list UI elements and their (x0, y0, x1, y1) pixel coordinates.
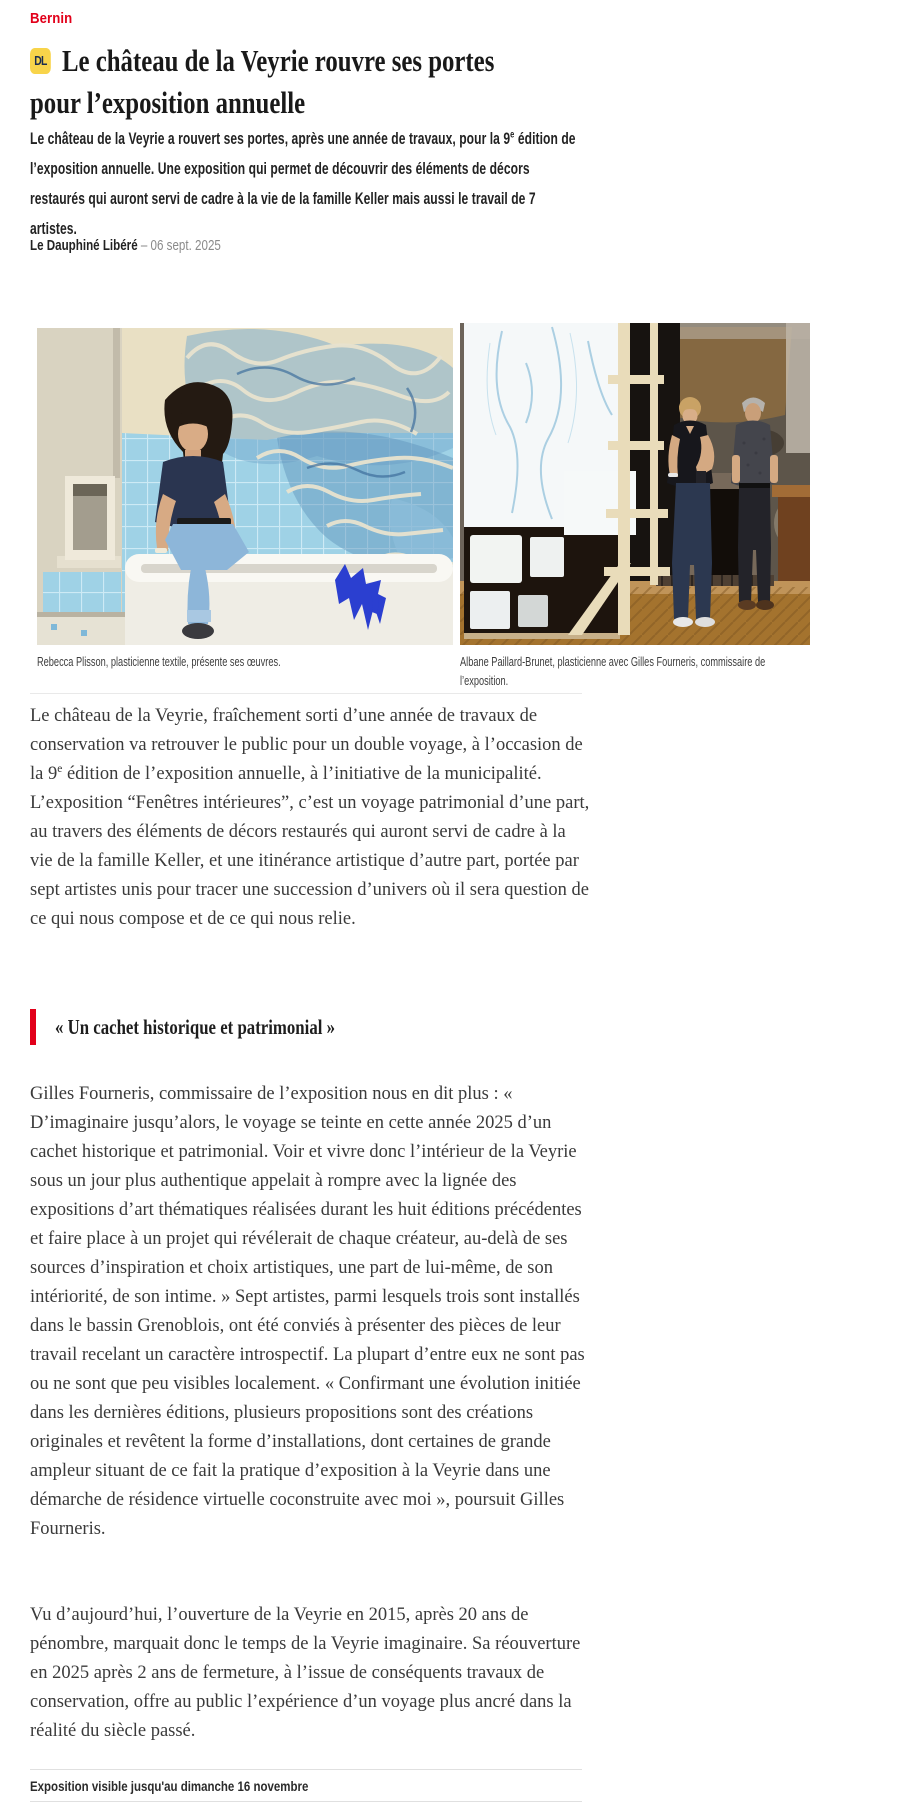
byline (30, 238, 221, 254)
exhibition-info-bar (30, 1769, 582, 1802)
kicker-commune: Bernin (30, 10, 73, 27)
figure-2-caption: Albane Paillard-Brunet, plasticienne avec Gilles Fourneris, commissaire de l’exposition. (460, 654, 766, 688)
lede-part2: édition de l’exposition annuelle. Une exposition qui permet de découvrir des éléments de décors restaurés qui auront servi de cadre à la vie de la famille Keller mais aussi le travail de 7 artistes. (30, 129, 576, 238)
headline-line1 (30, 42, 494, 80)
p1-part2: édition de l’exposition annuelle, à l’initiative de la municipalité. L’exposition “Fenêtres intérieures”, c’est un voyage patrimonial d’une part, au travers des éléments de décors restaurés qui auront servi de cadre à la vie de la famille Keller, et une itinérance artistique d’autre part, portée par sept artistes unis pour tracer une succession d’univers où il sera question de ce qui nous compose et de ce qui nous relie. (30, 764, 590, 929)
lede-superscript: e (510, 128, 515, 141)
p1-superscript: e (57, 762, 63, 775)
figure-1-caption: Rebecca Plisson, plasticienne textile, présente ses œuvres. (37, 654, 281, 669)
photo-1-illustration (37, 328, 453, 645)
lede-part1: Le château de la Veyrie a rouvert ses portes, après une année de travaux, pour la 9 (30, 129, 511, 148)
byline-source: Le Dauphiné Libéré (30, 238, 138, 254)
article-paragraph-2: Gilles Fourneris, commissaire de l’exposition nous en dit plus : « D’imaginaire jusqu’alors, le voyage se teinte en cette année 2025 d’un cachet historique et patrimonial. Voir et vivre donc l’intérieur de la Veyrie sous un jour plus authentique appelait à rompre avec la lignée des expositions d’art thématiques réalisées durant les huit éditions précédentes et faire place à un projet qui révélerait de chaque créateur, au-delà de ses sources d’inspiration et choix artistiques, une part de lui-même, de son intériorité, de son intime. » Sept artistes, parmi lesquels trois sont installés dans le bassin Grenoblois, ont été conviés à présenter des pièces de leur travail recelant un caractère introspectif. La plupart d’entre eux ne sont pas ou ne sont que peu visibles localement. « Confirmant une évolution initiée dans les dernières éditions, plusieurs propositions sont des créations originales et revêtent la forme d’installations, dont certaines de grande ampleur situant de ce fait la pratique d’exposition à la Veyrie dans une démarche de résidence virtuelle coconstruite avec moi », poursuit Gilles Fourneris. (30, 1084, 585, 1539)
article-paragraph-3: Vu d’aujourd’hui, l’ouverture de la Veyrie en 2015, après 20 ans de pénombre, marquait donc le temps de la Veyrie imaginaire. Sa réouverture en 2025 après 2 ans de fermeture, à l’issue de conséquents travaux de conservation, offre au public l’expérience d’un voyage plus ancré dans la réalité du siècle passé. (30, 1605, 581, 1741)
exhibition-info-note: Exposition visible jusqu'au dimanche 16 novembre (30, 1777, 309, 1794)
photo-rebecca-plisson (37, 328, 453, 645)
caption-divider (30, 693, 582, 694)
article-paragraph-1 (30, 702, 592, 934)
photo-albane-gilles (460, 323, 810, 645)
byline-date: – 06 sept. 2025 (137, 238, 221, 254)
lede (30, 124, 584, 244)
subheading-text: « Un cachet historique et patrimonial » (55, 1015, 335, 1039)
section-subheading (30, 1009, 405, 1045)
p1-part1: Le château de la Veyrie, fraîchement sorti d’une année de travaux de conservation va retrouver le public pour un double voyage, à l’occasion de la 9 (30, 706, 583, 784)
headline-text-1: Le château de la Veyrie rouvre ses portes (62, 43, 495, 78)
dl-logo-icon: DL (30, 48, 51, 74)
photo-2-illustration (460, 323, 810, 645)
headline-line2: pour l’exposition annuelle (30, 85, 306, 120)
